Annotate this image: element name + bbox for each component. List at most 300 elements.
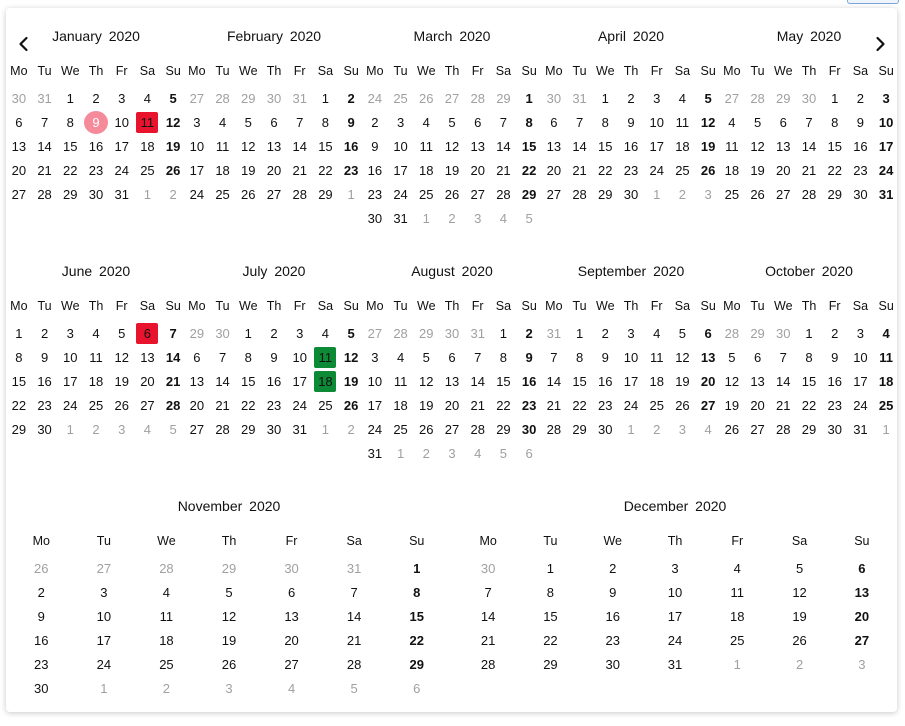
day-cell[interactable] bbox=[567, 393, 593, 417]
day-cell[interactable] bbox=[768, 604, 830, 628]
day-cell[interactable] bbox=[516, 86, 542, 110]
day-cell[interactable] bbox=[338, 369, 364, 393]
day-cell[interactable] bbox=[695, 321, 721, 345]
day-cell[interactable] bbox=[362, 158, 388, 182]
day-cell-outside[interactable] bbox=[362, 86, 388, 110]
day-cell[interactable] bbox=[210, 158, 236, 182]
day-cell[interactable] bbox=[83, 393, 109, 417]
day-cell-outside[interactable] bbox=[388, 321, 414, 345]
day-cell[interactable] bbox=[388, 158, 414, 182]
day-cell-outside[interactable] bbox=[695, 417, 721, 441]
day-cell[interactable] bbox=[745, 417, 771, 441]
day-cell[interactable] bbox=[745, 134, 771, 158]
day-cell-outside[interactable] bbox=[541, 86, 567, 110]
day-cell[interactable] bbox=[719, 182, 745, 206]
day-cell-outside[interactable] bbox=[32, 86, 58, 110]
day-cell[interactable] bbox=[198, 580, 261, 604]
day-cell[interactable] bbox=[873, 86, 899, 110]
day-cell[interactable] bbox=[83, 110, 109, 134]
day-cell[interactable] bbox=[388, 345, 414, 369]
day-cell[interactable] bbox=[465, 110, 491, 134]
day-cell[interactable] bbox=[796, 182, 822, 206]
day-cell-outside[interactable] bbox=[796, 86, 822, 110]
day-cell[interactable] bbox=[848, 321, 874, 345]
day-cell[interactable] bbox=[592, 417, 618, 441]
day-cell-outside[interactable] bbox=[413, 206, 439, 230]
day-cell[interactable] bbox=[822, 393, 848, 417]
day-cell[interactable] bbox=[184, 345, 210, 369]
day-cell-outside[interactable] bbox=[745, 86, 771, 110]
day-cell-outside[interactable] bbox=[313, 417, 339, 441]
day-cell[interactable] bbox=[439, 369, 465, 393]
day-cell[interactable] bbox=[516, 393, 542, 417]
day-cell-outside[interactable] bbox=[831, 652, 893, 676]
day-cell[interactable] bbox=[413, 182, 439, 206]
day-cell-outside[interactable] bbox=[465, 321, 491, 345]
day-cell-outside[interactable] bbox=[644, 182, 670, 206]
day-cell[interactable] bbox=[644, 556, 706, 580]
day-cell[interactable] bbox=[848, 134, 874, 158]
day-cell[interactable] bbox=[831, 628, 893, 652]
day-cell[interactable] bbox=[210, 110, 236, 134]
day-cell[interactable] bbox=[582, 580, 644, 604]
day-cell[interactable] bbox=[261, 134, 287, 158]
day-cell[interactable] bbox=[465, 134, 491, 158]
day-cell[interactable] bbox=[770, 158, 796, 182]
day-cell[interactable] bbox=[160, 158, 186, 182]
day-cell[interactable] bbox=[618, 369, 644, 393]
day-cell[interactable] bbox=[109, 345, 135, 369]
day-cell[interactable] bbox=[198, 628, 261, 652]
day-cell[interactable] bbox=[261, 110, 287, 134]
day-cell[interactable] bbox=[567, 158, 593, 182]
day-cell[interactable] bbox=[796, 393, 822, 417]
day-cell[interactable] bbox=[770, 134, 796, 158]
day-cell[interactable] bbox=[457, 580, 519, 604]
day-cell[interactable] bbox=[413, 158, 439, 182]
day-cell[interactable] bbox=[873, 369, 899, 393]
day-cell[interactable] bbox=[695, 110, 721, 134]
day-cell[interactable] bbox=[413, 110, 439, 134]
day-cell-outside[interactable] bbox=[768, 652, 830, 676]
day-cell[interactable] bbox=[135, 369, 161, 393]
day-cell[interactable] bbox=[83, 182, 109, 206]
day-cell[interactable] bbox=[261, 182, 287, 206]
day-cell[interactable] bbox=[848, 110, 874, 134]
day-cell[interactable] bbox=[210, 369, 236, 393]
day-cell[interactable] bbox=[413, 369, 439, 393]
day-cell[interactable] bbox=[323, 604, 386, 628]
day-cell[interactable] bbox=[670, 321, 696, 345]
day-cell[interactable] bbox=[388, 182, 414, 206]
day-cell[interactable] bbox=[313, 110, 339, 134]
day-cell[interactable] bbox=[6, 134, 32, 158]
day-cell[interactable] bbox=[388, 369, 414, 393]
day-cell[interactable] bbox=[362, 393, 388, 417]
day-cell[interactable] bbox=[57, 158, 83, 182]
day-cell[interactable] bbox=[822, 417, 848, 441]
day-cell[interactable] bbox=[210, 182, 236, 206]
day-cell[interactable] bbox=[323, 652, 386, 676]
day-cell[interactable] bbox=[618, 321, 644, 345]
day-cell[interactable] bbox=[644, 345, 670, 369]
day-cell[interactable] bbox=[768, 628, 830, 652]
day-cell[interactable] bbox=[10, 628, 73, 652]
day-cell-outside[interactable] bbox=[83, 417, 109, 441]
day-cell[interactable] bbox=[465, 182, 491, 206]
day-cell[interactable] bbox=[796, 110, 822, 134]
day-cell[interactable] bbox=[848, 182, 874, 206]
day-cell-outside[interactable] bbox=[413, 86, 439, 110]
day-cell[interactable] bbox=[135, 134, 161, 158]
day-cell[interactable] bbox=[582, 556, 644, 580]
day-cell[interactable] bbox=[516, 134, 542, 158]
day-cell[interactable] bbox=[6, 345, 32, 369]
day-cell[interactable] bbox=[644, 369, 670, 393]
day-cell-outside[interactable] bbox=[198, 556, 261, 580]
day-cell-outside[interactable] bbox=[10, 556, 73, 580]
day-cell[interactable] bbox=[287, 393, 313, 417]
day-cell[interactable] bbox=[260, 604, 323, 628]
day-cell[interactable] bbox=[567, 417, 593, 441]
day-cell[interactable] bbox=[618, 182, 644, 206]
day-cell[interactable] bbox=[848, 86, 874, 110]
day-cell-outside[interactable] bbox=[719, 321, 745, 345]
day-cell[interactable] bbox=[516, 369, 542, 393]
day-cell[interactable] bbox=[439, 110, 465, 134]
day-cell[interactable] bbox=[57, 393, 83, 417]
day-cell[interactable] bbox=[822, 134, 848, 158]
day-cell[interactable] bbox=[385, 556, 448, 580]
day-cell[interactable] bbox=[670, 134, 696, 158]
day-cell[interactable] bbox=[516, 345, 542, 369]
day-cell[interactable] bbox=[362, 345, 388, 369]
day-cell-outside[interactable] bbox=[73, 676, 136, 700]
day-cell[interactable] bbox=[465, 158, 491, 182]
day-cell[interactable] bbox=[413, 417, 439, 441]
day-cell-outside[interactable] bbox=[261, 86, 287, 110]
day-cell[interactable] bbox=[135, 158, 161, 182]
day-cell[interactable] bbox=[822, 321, 848, 345]
day-cell[interactable] bbox=[439, 393, 465, 417]
day-cell-outside[interactable] bbox=[210, 86, 236, 110]
day-cell[interactable] bbox=[109, 134, 135, 158]
day-cell-outside[interactable] bbox=[670, 417, 696, 441]
day-cell[interactable] bbox=[822, 369, 848, 393]
day-cell[interactable] bbox=[135, 628, 198, 652]
day-cell-outside[interactable] bbox=[135, 676, 198, 700]
day-cell[interactable] bbox=[109, 393, 135, 417]
day-cell[interactable] bbox=[6, 182, 32, 206]
day-cell[interactable] bbox=[439, 417, 465, 441]
day-cell[interactable] bbox=[618, 134, 644, 158]
day-cell-outside[interactable] bbox=[135, 556, 198, 580]
day-cell[interactable] bbox=[831, 556, 893, 580]
day-cell[interactable] bbox=[109, 110, 135, 134]
day-cell-outside[interactable] bbox=[516, 441, 542, 465]
day-cell[interactable] bbox=[516, 182, 542, 206]
day-cell-outside[interactable] bbox=[541, 321, 567, 345]
day-cell[interactable] bbox=[287, 134, 313, 158]
day-cell[interactable] bbox=[618, 345, 644, 369]
day-cell[interactable] bbox=[873, 393, 899, 417]
day-cell[interactable] bbox=[719, 110, 745, 134]
day-cell[interactable] bbox=[719, 417, 745, 441]
day-cell[interactable] bbox=[822, 182, 848, 206]
day-cell[interactable] bbox=[873, 110, 899, 134]
day-cell-outside[interactable] bbox=[719, 86, 745, 110]
day-cell[interactable] bbox=[670, 110, 696, 134]
day-cell[interactable] bbox=[160, 321, 186, 345]
day-cell[interactable] bbox=[6, 393, 32, 417]
day-cell[interactable] bbox=[260, 628, 323, 652]
day-cell[interactable] bbox=[287, 417, 313, 441]
day-cell[interactable] bbox=[519, 580, 581, 604]
day-cell[interactable] bbox=[57, 86, 83, 110]
day-cell[interactable] bbox=[848, 417, 874, 441]
day-cell[interactable] bbox=[83, 369, 109, 393]
day-cell[interactable] bbox=[465, 417, 491, 441]
day-cell[interactable] bbox=[135, 345, 161, 369]
day-cell[interactable] bbox=[745, 158, 771, 182]
day-cell[interactable] bbox=[32, 110, 58, 134]
day-cell[interactable] bbox=[338, 86, 364, 110]
day-cell[interactable] bbox=[160, 345, 186, 369]
day-cell[interactable] bbox=[323, 628, 386, 652]
day-cell[interactable] bbox=[73, 628, 136, 652]
day-cell[interactable] bbox=[567, 110, 593, 134]
day-cell[interactable] bbox=[541, 182, 567, 206]
day-cell[interactable] bbox=[695, 158, 721, 182]
day-cell[interactable] bbox=[719, 345, 745, 369]
day-cell[interactable] bbox=[541, 417, 567, 441]
day-cell[interactable] bbox=[822, 110, 848, 134]
day-cell-outside[interactable] bbox=[439, 206, 465, 230]
day-cell-outside[interactable] bbox=[670, 182, 696, 206]
day-cell[interactable] bbox=[592, 86, 618, 110]
day-cell[interactable] bbox=[592, 182, 618, 206]
day-cell[interactable] bbox=[516, 417, 542, 441]
day-cell[interactable] bbox=[831, 604, 893, 628]
day-cell[interactable] bbox=[261, 345, 287, 369]
day-cell-outside[interactable] bbox=[439, 86, 465, 110]
day-cell[interactable] bbox=[873, 182, 899, 206]
day-cell[interactable] bbox=[362, 441, 388, 465]
day-cell[interactable] bbox=[313, 345, 339, 369]
day-cell[interactable] bbox=[287, 110, 313, 134]
day-cell[interactable] bbox=[261, 369, 287, 393]
day-cell[interactable] bbox=[670, 345, 696, 369]
day-cell[interactable] bbox=[516, 110, 542, 134]
day-cell[interactable] bbox=[83, 86, 109, 110]
day-cell-outside[interactable] bbox=[388, 441, 414, 465]
day-cell-outside[interactable] bbox=[567, 86, 593, 110]
day-cell-outside[interactable] bbox=[439, 321, 465, 345]
day-cell[interactable] bbox=[385, 580, 448, 604]
day-cell[interactable] bbox=[235, 345, 261, 369]
day-cell[interactable] bbox=[6, 321, 32, 345]
day-cell[interactable] bbox=[567, 345, 593, 369]
day-cell-outside[interactable] bbox=[770, 321, 796, 345]
day-cell[interactable] bbox=[160, 110, 186, 134]
day-cell[interactable] bbox=[210, 417, 236, 441]
day-cell[interactable] bbox=[644, 652, 706, 676]
day-cell[interactable] bbox=[261, 321, 287, 345]
day-cell[interactable] bbox=[313, 134, 339, 158]
day-cell-outside[interactable] bbox=[57, 417, 83, 441]
day-cell[interactable] bbox=[6, 158, 32, 182]
day-cell[interactable] bbox=[10, 652, 73, 676]
day-cell[interactable] bbox=[184, 158, 210, 182]
day-cell[interactable] bbox=[57, 182, 83, 206]
day-cell[interactable] bbox=[32, 345, 58, 369]
day-cell-outside[interactable] bbox=[413, 321, 439, 345]
day-cell[interactable] bbox=[796, 158, 822, 182]
day-cell[interactable] bbox=[770, 417, 796, 441]
day-cell[interactable] bbox=[491, 393, 517, 417]
day-cell[interactable] bbox=[6, 417, 32, 441]
day-cell[interactable] bbox=[719, 158, 745, 182]
day-cell[interactable] bbox=[706, 580, 768, 604]
day-cell[interactable] bbox=[519, 604, 581, 628]
day-cell[interactable] bbox=[439, 345, 465, 369]
day-cell[interactable] bbox=[582, 652, 644, 676]
day-cell[interactable] bbox=[287, 321, 313, 345]
day-cell[interactable] bbox=[362, 369, 388, 393]
day-cell[interactable] bbox=[313, 369, 339, 393]
day-cell[interactable] bbox=[73, 580, 136, 604]
day-cell[interactable] bbox=[413, 393, 439, 417]
day-cell[interactable] bbox=[706, 628, 768, 652]
day-cell[interactable] bbox=[32, 369, 58, 393]
day-cell[interactable] bbox=[848, 393, 874, 417]
day-cell-outside[interactable] bbox=[706, 652, 768, 676]
day-cell-outside[interactable] bbox=[184, 321, 210, 345]
day-cell[interactable] bbox=[32, 393, 58, 417]
day-cell[interactable] bbox=[745, 393, 771, 417]
day-cell[interactable] bbox=[567, 369, 593, 393]
day-cell[interactable] bbox=[362, 110, 388, 134]
day-cell[interactable] bbox=[670, 86, 696, 110]
day-cell[interactable] bbox=[109, 182, 135, 206]
day-cell[interactable] bbox=[567, 321, 593, 345]
day-cell[interactable] bbox=[439, 182, 465, 206]
day-cell[interactable] bbox=[491, 417, 517, 441]
day-cell-outside[interactable] bbox=[491, 441, 517, 465]
day-cell[interactable] bbox=[109, 369, 135, 393]
day-cell-outside[interactable] bbox=[413, 441, 439, 465]
day-cell-outside[interactable] bbox=[465, 441, 491, 465]
day-cell[interactable] bbox=[491, 345, 517, 369]
day-cell[interactable] bbox=[184, 110, 210, 134]
day-cell[interactable] bbox=[10, 604, 73, 628]
day-cell[interactable] bbox=[695, 86, 721, 110]
day-cell[interactable] bbox=[822, 158, 848, 182]
day-cell[interactable] bbox=[618, 110, 644, 134]
day-cell[interactable] bbox=[770, 110, 796, 134]
day-cell[interactable] bbox=[541, 369, 567, 393]
day-cell-outside[interactable] bbox=[198, 676, 261, 700]
day-cell[interactable] bbox=[235, 110, 261, 134]
day-cell[interactable] bbox=[873, 158, 899, 182]
day-cell[interactable] bbox=[109, 321, 135, 345]
day-cell[interactable] bbox=[491, 321, 517, 345]
day-cell[interactable] bbox=[388, 417, 414, 441]
day-cell-outside[interactable] bbox=[73, 556, 136, 580]
day-cell-outside[interactable] bbox=[323, 676, 386, 700]
day-cell[interactable] bbox=[135, 652, 198, 676]
day-cell[interactable] bbox=[210, 393, 236, 417]
day-cell[interactable] bbox=[260, 580, 323, 604]
day-cell[interactable] bbox=[541, 393, 567, 417]
day-cell[interactable] bbox=[338, 345, 364, 369]
day-cell[interactable] bbox=[706, 556, 768, 580]
day-cell[interactable] bbox=[491, 158, 517, 182]
day-cell[interactable] bbox=[135, 321, 161, 345]
day-cell[interactable] bbox=[83, 345, 109, 369]
day-cell[interactable] bbox=[83, 321, 109, 345]
day-cell[interactable] bbox=[210, 345, 236, 369]
day-cell[interactable] bbox=[160, 393, 186, 417]
day-cell[interactable] bbox=[362, 417, 388, 441]
day-cell[interactable] bbox=[465, 345, 491, 369]
day-cell[interactable] bbox=[287, 345, 313, 369]
day-cell-outside[interactable] bbox=[385, 676, 448, 700]
day-cell[interactable] bbox=[57, 134, 83, 158]
day-cell[interactable] bbox=[873, 134, 899, 158]
day-cell[interactable] bbox=[260, 652, 323, 676]
day-cell[interactable] bbox=[235, 369, 261, 393]
day-cell-outside[interactable] bbox=[457, 556, 519, 580]
day-cell[interactable] bbox=[567, 134, 593, 158]
day-cell[interactable] bbox=[745, 369, 771, 393]
day-cell[interactable] bbox=[184, 369, 210, 393]
day-cell[interactable] bbox=[135, 580, 198, 604]
day-cell[interactable] bbox=[235, 158, 261, 182]
day-cell[interactable] bbox=[519, 628, 581, 652]
day-cell[interactable] bbox=[160, 369, 186, 393]
day-cell[interactable] bbox=[644, 628, 706, 652]
day-cell[interactable] bbox=[582, 628, 644, 652]
day-cell[interactable] bbox=[822, 345, 848, 369]
day-cell[interactable] bbox=[235, 321, 261, 345]
day-cell[interactable] bbox=[109, 86, 135, 110]
day-cell[interactable] bbox=[592, 369, 618, 393]
day-cell[interactable] bbox=[541, 110, 567, 134]
day-cell[interactable] bbox=[135, 110, 161, 134]
day-cell-outside[interactable] bbox=[260, 676, 323, 700]
day-cell[interactable] bbox=[323, 580, 386, 604]
day-cell[interactable] bbox=[362, 134, 388, 158]
day-cell[interactable] bbox=[848, 369, 874, 393]
day-cell[interactable] bbox=[235, 134, 261, 158]
day-cell[interactable] bbox=[695, 134, 721, 158]
day-cell[interactable] bbox=[592, 110, 618, 134]
day-cell[interactable] bbox=[109, 158, 135, 182]
day-cell-outside[interactable] bbox=[338, 182, 364, 206]
day-cell-outside[interactable] bbox=[695, 182, 721, 206]
day-cell[interactable] bbox=[32, 417, 58, 441]
day-cell[interactable] bbox=[388, 134, 414, 158]
day-cell-outside[interactable] bbox=[287, 86, 313, 110]
day-cell[interactable] bbox=[235, 417, 261, 441]
day-cell[interactable] bbox=[313, 393, 339, 417]
day-cell-outside[interactable] bbox=[770, 86, 796, 110]
day-cell[interactable] bbox=[135, 393, 161, 417]
day-cell[interactable] bbox=[385, 628, 448, 652]
day-cell[interactable] bbox=[457, 604, 519, 628]
day-cell-outside[interactable] bbox=[135, 182, 161, 206]
